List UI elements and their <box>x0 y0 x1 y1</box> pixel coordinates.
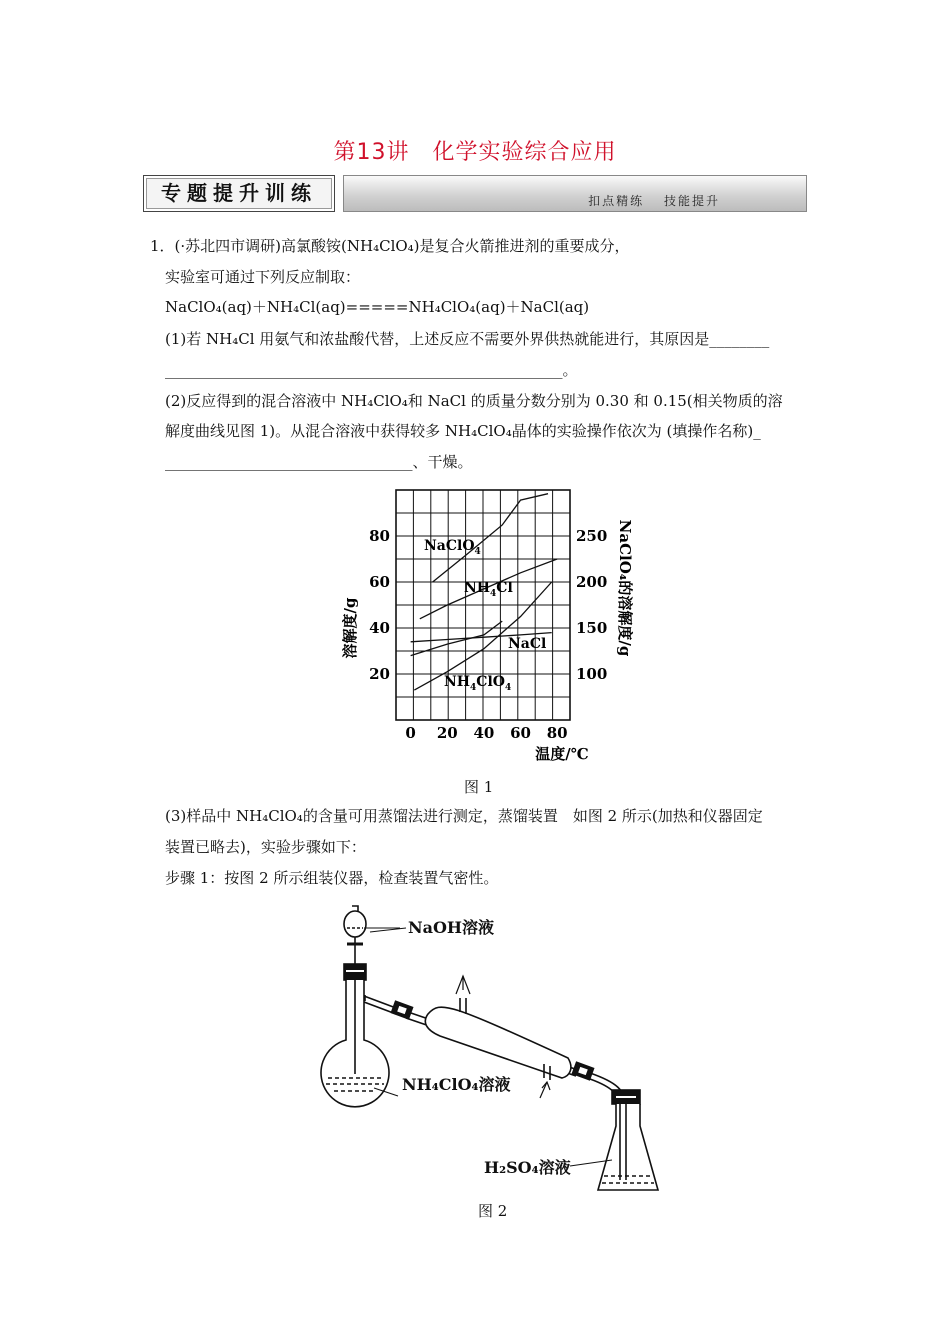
banner-subtitle: 扣点精练 技能提升 <box>588 194 720 208</box>
conical-flask <box>598 1090 658 1190</box>
series-label-nacl: NaCl <box>508 636 547 652</box>
figure1-caption: 图 1 <box>464 778 494 796</box>
series-label-naclo4: NaClO$_4$ <box>424 538 481 557</box>
question-intro: 1．(·苏北四市调研)高氯酸铵(NH₄ClO₄)是复合火箭推进剂的重要成分， <box>150 237 630 255</box>
part1-text: (1)若 NH₄Cl 用氨气和浓盐酸代替，上述反应不需要外界供热就能进行，其原因是________ <box>165 330 770 348</box>
part2-text-2: 解度曲线见图 1)。从混合溶液中获得较多 NH₄ClO₄晶体的实验操作依次为 (填操作名称)_ <box>165 422 761 440</box>
part2-text: (2)反应得到的混合溶液中 NH₄ClO₄和 NaCl 的质量分数分别为 0.30 和 0.15(相关物质的溶 <box>165 392 783 410</box>
round-bottom-flask <box>321 964 396 1107</box>
solubility-chart <box>330 480 650 770</box>
figure2-caption: 图 2 <box>478 1202 508 1220</box>
x-tick-label: 0 <box>405 724 416 742</box>
part2-blank: _________________________________、干燥。 <box>165 453 473 471</box>
distillation-apparatus <box>300 898 680 1198</box>
y2-axis-label: NaClO₄的溶解度/g <box>616 519 634 657</box>
series-label-nh4cl: $NH_4Cl$ <box>464 580 513 599</box>
y2-tick-label: 150 <box>576 619 608 637</box>
series-label-nh4clo4: $NH_4ClO_4$ <box>444 674 512 693</box>
x-tick-label: 40 <box>473 724 495 742</box>
question-text: 实验室可通过下列反应制取： <box>165 268 361 286</box>
x-tick-label: 20 <box>436 724 458 742</box>
x-axis-label: 温度/℃ <box>535 745 589 763</box>
banner-label: 专题提升训练 <box>143 175 335 212</box>
y-tick-label: 20 <box>369 665 390 683</box>
part3-text: (3)样品中 NH₄ClO₄的含量可用蒸馏法进行测定，蒸馏装置 如图 2 所示(加热和仪器固定 <box>165 807 763 825</box>
y-tick-label: 40 <box>369 619 390 637</box>
y2-tick-label: 200 <box>576 573 608 591</box>
x-tick-label: 60 <box>510 724 531 742</box>
page-title: 第13讲 化学实验综合应用 <box>333 140 617 165</box>
naoh-label: NaOH溶液 <box>408 918 495 937</box>
y2-tick-label: 250 <box>576 527 608 545</box>
y-tick-label: 80 <box>369 527 390 545</box>
part1-blank: _____________________________________________________。 <box>165 361 578 379</box>
x-tick-label: 80 <box>546 724 568 742</box>
y2-tick-label: 100 <box>576 665 608 683</box>
section-banner <box>143 175 807 212</box>
banner-bar <box>343 175 807 212</box>
y-tick-label: 60 <box>369 573 390 591</box>
step1-text: 步骤 1：按图 2 所示组装仪器，检查装置气密性。 <box>165 869 499 887</box>
y-axis-label: 溶解度/g <box>341 597 359 659</box>
nh4clo4-solution-label: NH₄ClO₄溶液 <box>402 1075 511 1094</box>
h2so4-solution-label: H₂SO₄溶液 <box>484 1158 571 1177</box>
reaction-equation: NaClO₄(aq)＋NH₄Cl(aq)=====NH₄ClO₄(aq)＋NaCl(aq) <box>165 298 590 316</box>
part3-text-2: 装置已略去)，实验步骤如下： <box>165 838 366 856</box>
